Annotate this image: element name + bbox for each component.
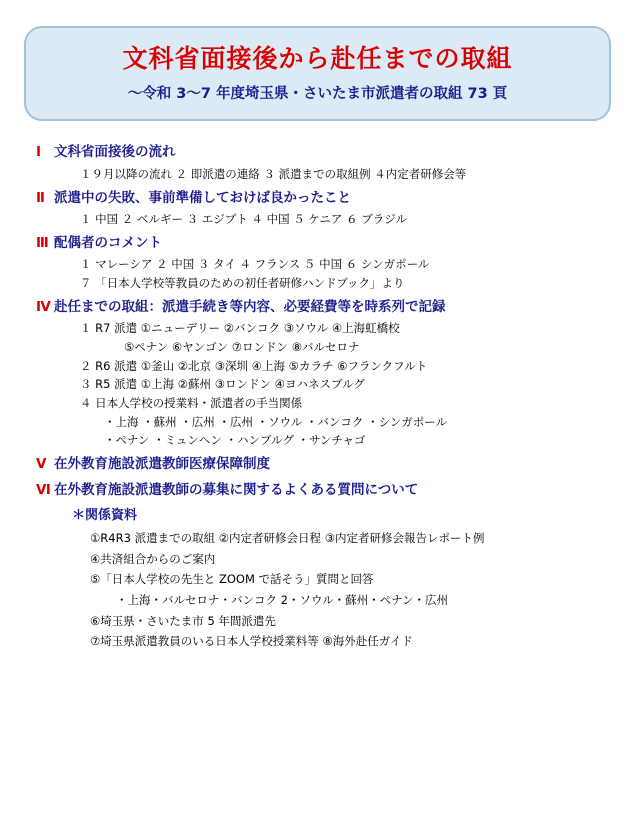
section-heading <box>28 189 607 209</box>
section-line: ・ペナン ・ミュンヘン ・ハンブルグ ・サンチャゴ <box>104 433 366 448</box>
materials-item: ①R4R3 派遣までの取組 ②内定者研修会日程 ③内定者研修会報告レポート例 <box>90 531 485 545</box>
materials-item: ④共済組合からのご案内 <box>90 551 216 566</box>
section-line: ２ R6 派遣 ①釜山 ②北京 ③深圳 ④上海 ⑤カラチ ⑥フランクフルト <box>80 358 428 373</box>
document-title: 文科省面接後から赴任までの取組 <box>122 44 513 73</box>
materials-section <box>28 507 607 650</box>
section-number: Ⅳ <box>36 298 51 315</box>
section-line: ４ 日本人学校の授業料・派遣者の手当関係 <box>80 396 303 411</box>
section-line: １ マレーシア ２ 中国 ３ タイ ４ フランス ５ 中国 ６ シンガポール <box>80 257 430 272</box>
materials-item: ・上海・バルセロナ・バンコク 2・ソウル・蘇州・ペナン・広州 <box>116 593 449 608</box>
section-6 <box>28 481 607 501</box>
section-title: 配偶者のコメント <box>54 234 162 251</box>
section-2 <box>28 189 607 228</box>
section-title: 在外教育施設派遣教師の募集に関するよくある質問について <box>54 481 419 498</box>
materials-item: ⑥埼玉県・さいたま市 5 年間派遣先 <box>90 613 276 628</box>
section-5 <box>28 455 607 475</box>
section-number: Ⅱ <box>36 189 45 206</box>
section-title-note: ：派遣手続き等内容、必要経費等を時系列で記録 <box>148 298 446 315</box>
table-of-contents <box>0 143 635 650</box>
section-1 <box>28 143 607 182</box>
section-heading <box>28 143 607 163</box>
section-line: １ R7 派遣 ①ニューデリー ②バンコク ③ソウル ④上海虹橋校 <box>80 321 400 336</box>
section-number: Ⅰ <box>36 144 42 161</box>
section-heading <box>28 455 607 475</box>
section-line: ７ 「日本人学校等教員のための初任者研修ハンドブック」より <box>80 276 405 291</box>
materials-item: ⑦埼玉県派遣教員のいる日本人学校授業料等 ⑧海外赴任ガイド <box>90 634 413 649</box>
section-number: Ⅲ <box>36 234 49 251</box>
section-heading <box>28 298 607 318</box>
section-title: 派遣中の失敗、事前準備しておけば良かったこと <box>54 189 351 206</box>
section-number: Ⅴ <box>36 456 47 473</box>
document-subtitle: 〜令和 3〜7 年度埼玉県・さいたま市派遣者の取組 73 頁 <box>127 86 508 102</box>
section-line: ⑤ペナン ⑥ヤンゴン ⑦ロンドン ⑧バルセロナ <box>124 340 360 354</box>
section-number: Ⅵ <box>36 481 51 498</box>
title-banner <box>24 26 611 121</box>
section-title: 文科省面接後の流れ <box>54 144 176 161</box>
materials-item: ⑤「日本人学校の先生と ZOOM で話そう」質問と回答 <box>90 572 374 587</box>
section-title: 在外教育施設派遣教師医療保障制度 <box>54 456 270 473</box>
section-line: １９月以降の流れ ２ 即派遣の連絡 ３ 派遣までの取組例 ４内定者研修会等 <box>80 166 467 181</box>
section-line: １ 中国 ２ ベルギー ３ エジプト ４ 中国 ５ ケニア ６ ブラジル <box>80 212 407 227</box>
section-3 <box>28 234 607 292</box>
section-title: 赴任までの取組 <box>54 298 149 315</box>
document-page <box>0 26 635 827</box>
section-4 <box>28 298 607 449</box>
materials-heading: ＊関係資料 <box>72 508 138 524</box>
section-heading <box>28 234 607 254</box>
section-heading <box>28 481 607 501</box>
section-line: ・上海 ・蘇州 ・広州 ・広州 ・ソウル ・バンコク ・シンガポール <box>104 414 448 429</box>
section-line: ３ R5 派遣 ①上海 ②蘇州 ③ロンドン ④ヨハネスブルグ <box>80 377 365 392</box>
